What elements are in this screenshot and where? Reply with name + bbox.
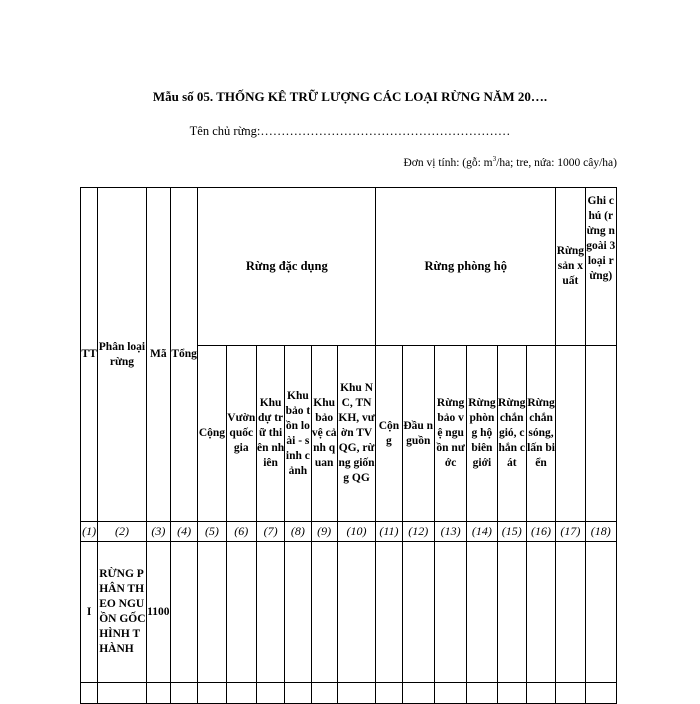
table-cell (170, 683, 197, 704)
table-cell (337, 683, 375, 704)
header-special-use-forest: Rừng đặc dụng (198, 188, 376, 346)
header-wind-sand-break: Rừng chắn gió, chắn cát (497, 346, 526, 522)
table-cell (556, 683, 585, 704)
column-number: (3) (146, 522, 170, 542)
column-number: (17) (556, 522, 585, 542)
table-cell (497, 542, 526, 683)
header-watershed: Đầu nguồn (402, 346, 434, 522)
table-cell (434, 542, 466, 683)
column-number: (14) (467, 522, 497, 542)
table-cell (497, 683, 526, 704)
unit-prefix: Đơn vị tính: (gỗ: m (403, 156, 493, 169)
table-cell (226, 542, 256, 683)
column-number: (15) (497, 522, 526, 542)
table-cell (81, 683, 98, 704)
header-tt: TT (81, 188, 98, 522)
column-number: (5) (198, 522, 226, 542)
table-cell (256, 683, 284, 704)
table-cell (226, 683, 256, 704)
table-cell (467, 542, 497, 683)
table-cell (585, 542, 616, 683)
table-cell (376, 542, 402, 683)
header-wave-break: Rừng chắn sóng, lấn biển (526, 346, 555, 522)
forest-owner-line: Tên chủ rừng:…………………………………………………… (189, 124, 511, 138)
header-landscape-protection: Khu bảo vệ cảnh quan (311, 346, 337, 522)
table-cell (198, 683, 226, 704)
column-number: (8) (285, 522, 311, 542)
table-cell (526, 683, 555, 704)
column-number: (9) (311, 522, 337, 542)
forest-stock-table (80, 187, 617, 704)
header-production-forest: Rừng sản xuất (556, 188, 585, 346)
column-number: (4) (170, 522, 197, 542)
table-cell (256, 542, 284, 683)
header-water-source: Rừng bảo vệ nguồn nước (434, 346, 466, 522)
column-number: (2) (98, 522, 147, 542)
table-row (81, 542, 617, 683)
table-row (81, 683, 617, 704)
column-number: (1) (81, 522, 98, 542)
column-number: (18) (585, 522, 616, 542)
unit-superscript: 3 (492, 155, 497, 163)
header-note-blank (585, 346, 616, 522)
header-national-park: Vườn quốc gia (226, 346, 256, 522)
row-code: 1100 (146, 542, 170, 683)
table-cell (467, 683, 497, 704)
table-cell (198, 542, 226, 683)
column-number: (13) (434, 522, 466, 542)
table-cell (311, 683, 337, 704)
header-total: Tổng (170, 188, 197, 522)
column-number: (10) (337, 522, 375, 542)
header-research-area: Khu NC, TNKH, vườn TVQG, rừng giống QG (337, 346, 375, 522)
row-tt: I (81, 542, 98, 683)
form-title: Mẫu số 05. THỐNG KÊ TRỮ LƯỢNG CÁC LOẠI RỪNG NĂM 20…. (152, 89, 548, 104)
column-number: (12) (402, 522, 434, 542)
header-nature-reserve: Khu dự trữ thiên nhiên (256, 346, 284, 522)
unit-line (0, 155, 617, 169)
table-cell (311, 542, 337, 683)
table-cell (556, 542, 585, 683)
header-protection-forest: Rừng phòng hộ (376, 188, 556, 346)
header-note: Ghi chú (rừng ngoài 3 loại rừng) (585, 188, 616, 346)
row-classification: RỪNG PHÂN THEO NGUỒN GỐC HÌNH THÀNH (98, 542, 147, 683)
header-border-protection: Rừng phòng hộ biên giới (467, 346, 497, 522)
table-cell (98, 683, 147, 704)
table-cell (402, 683, 434, 704)
header-production-blank (556, 346, 585, 522)
header-protection-total: Cộng (376, 346, 402, 522)
table-cell (285, 683, 311, 704)
table-cell (170, 542, 197, 683)
header-special-total: Cộng (198, 346, 226, 522)
column-number: (16) (526, 522, 555, 542)
header-classification: Phân loại rừng (98, 188, 147, 522)
header-species-habitat-reserve: Khu bảo tồn loài - sinh cảnh (285, 346, 311, 522)
table-cell (146, 683, 170, 704)
column-number: (11) (376, 522, 402, 542)
header-code: Mã (146, 188, 170, 522)
column-number: (7) (256, 522, 284, 542)
table-cell (402, 542, 434, 683)
unit-suffix: /ha; tre, nứa: 1000 cây/ha) (496, 156, 617, 169)
table-cell (526, 542, 555, 683)
table-cell (434, 683, 466, 704)
table-cell (585, 683, 616, 704)
column-number: (6) (226, 522, 256, 542)
table-cell (376, 683, 402, 704)
table-cell (337, 542, 375, 683)
table-cell (285, 542, 311, 683)
